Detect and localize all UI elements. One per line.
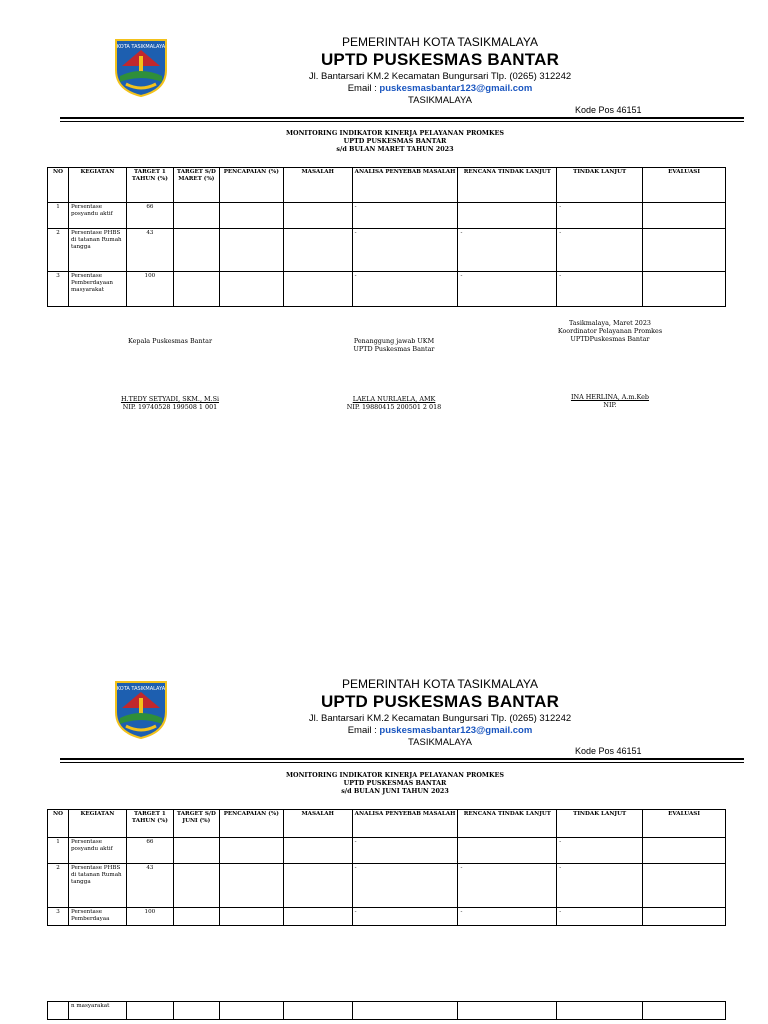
place-date: Tasikmalaya, Maret 2023: [568, 319, 652, 327]
divider-thin: [60, 121, 744, 122]
svg-text:KOTA TASIKMALAYA: KOTA TASIKMALAYA: [116, 686, 166, 692]
office-name: UPTD PUSKESMAS BANTAR: [320, 692, 560, 711]
col-header: TARGET S/D JUNI (%): [173, 810, 219, 838]
monitoring-table-continued: [47, 1001, 726, 1020]
signer-unit: UPTD Puskesmas Bantar: [353, 345, 435, 353]
col-header: NO: [48, 810, 69, 838]
col-header: ANALISA PENYEBAB MASALAH: [352, 168, 458, 203]
col-header: TINDAK LANJUT: [557, 168, 643, 203]
city: TASIKMALAYA: [408, 95, 472, 106]
table-row: 1 Persentase posyandu aktif 66 - -: [48, 203, 726, 229]
signer-name: INA HERLINA, A.m.Keb: [570, 393, 650, 401]
gov-name: PEMERINTAH KOTA TASIKMALAYA: [341, 677, 539, 691]
col-header: TARGET 1 TAHUN (%): [126, 168, 173, 203]
divider-thin: [60, 762, 744, 763]
signature-left: [90, 337, 250, 411]
table-row: 2 Persentase PHBS di tatanan Rumah tangga 43 - - -: [48, 229, 726, 272]
svg-text:KOTA TASIKMALAYA: KOTA TASIKMALAYA: [116, 44, 166, 50]
divider-thick: [60, 117, 744, 119]
report-title: MONITORING INDIKATOR KINERJA PELAYANAN PROMKES UPTD PUSKESMAS BANTAR s/d BULAN MARET TAHUN 2023: [285, 129, 505, 153]
col-header: ANALISA PENYEBAB MASALAH: [352, 810, 458, 838]
signer-name: H.TEDY SETYADI, SKM., M.Si: [120, 395, 220, 403]
city-logo: [112, 36, 170, 98]
email-line: Email : puskesmasbantar123@gmail.com: [347, 725, 533, 736]
gov-name: PEMERINTAH KOTA TASIKMALAYA: [341, 35, 539, 49]
email-link[interactable]: puskesmasbantar123@gmail.com: [379, 83, 533, 94]
monitoring-table: [47, 167, 726, 307]
email-link[interactable]: puskesmasbantar123@gmail.com: [379, 725, 533, 736]
email-line: Email : puskesmasbantar123@gmail.com: [347, 83, 533, 94]
col-header: RENCANA TINDAK LANJUT: [458, 168, 557, 203]
signature-middle: [310, 337, 478, 411]
signer-unit: UPTDPuskesmas Bantar: [570, 335, 650, 343]
kode-pos: Kode Pos 46151: [575, 746, 642, 756]
signer-nip: NIP. 19880415 200501 2 018: [346, 403, 442, 411]
col-header: NO: [48, 168, 69, 203]
col-header: TARGET 1 TAHUN (%): [126, 810, 173, 838]
col-header: TINDAK LANJUT: [557, 810, 643, 838]
col-header: EVALUASI: [643, 168, 726, 203]
col-header: MASALAH: [283, 810, 352, 838]
table-row: 3 Persentase Pemberdayaa 100 - - -: [48, 908, 726, 926]
signer-role: Kepala Puskesmas Bantar: [127, 337, 213, 345]
address: Jl. Bantarsari KM.2 Kecamatan Bungursari Tlp. (0265) 312242: [308, 713, 572, 724]
city: TASIKMALAYA: [408, 737, 472, 748]
signer-role: Koordinator Pelayanan Promkes: [557, 327, 663, 335]
divider-thick: [60, 758, 744, 760]
kode-pos: Kode Pos 46151: [575, 105, 642, 115]
signer-nip: NIP.: [603, 401, 617, 409]
signer-role: Penanggung jawab UKM: [353, 337, 435, 345]
col-header: PENCAPAIAN (%): [219, 810, 283, 838]
signature-right: [520, 319, 700, 409]
monitoring-table: [47, 809, 726, 926]
office-name: UPTD PUSKESMAS BANTAR: [320, 50, 560, 69]
report-title: MONITORING INDIKATOR KINERJA PELAYANAN PROMKES UPTD PUSKESMAS BANTAR s/d BULAN JUNI TAHUN 2023: [285, 771, 505, 795]
address: Jl. Bantarsari KM.2 Kecamatan Bungursari Tlp. (0265) 312242: [308, 71, 572, 82]
col-header: KEGIATAN: [68, 168, 126, 203]
table-row: 1 Persentase posyandu aktif 66 - -: [48, 838, 726, 864]
signer-nip: NIP. 19740528 199508 1 001: [122, 403, 218, 411]
letterhead: [240, 677, 640, 749]
table-row: 2 Persentase PHBS di tatanan Rumah tangga 43 - - -: [48, 864, 726, 908]
col-header: RENCANA TINDAK LANJUT: [458, 810, 557, 838]
city-logo: [112, 678, 170, 740]
table-header-row: [48, 168, 726, 203]
col-header: KEGIATAN: [68, 810, 126, 838]
col-header: TARGET S/D MARET (%): [173, 168, 219, 203]
table-row: n masyarakat: [48, 1002, 726, 1020]
letterhead: [240, 35, 640, 107]
page-2: [0, 640, 768, 1024]
table-header-row: [48, 810, 726, 838]
col-header: MASALAH: [283, 168, 352, 203]
signer-name: LAELA NURLAELA, AMK: [352, 395, 436, 403]
table-row: 3 Persentase Pemberdayaan masyarakat 100 - - -: [48, 272, 726, 307]
col-header: EVALUASI: [643, 810, 726, 838]
col-header: PENCAPAIAN (%): [219, 168, 283, 203]
